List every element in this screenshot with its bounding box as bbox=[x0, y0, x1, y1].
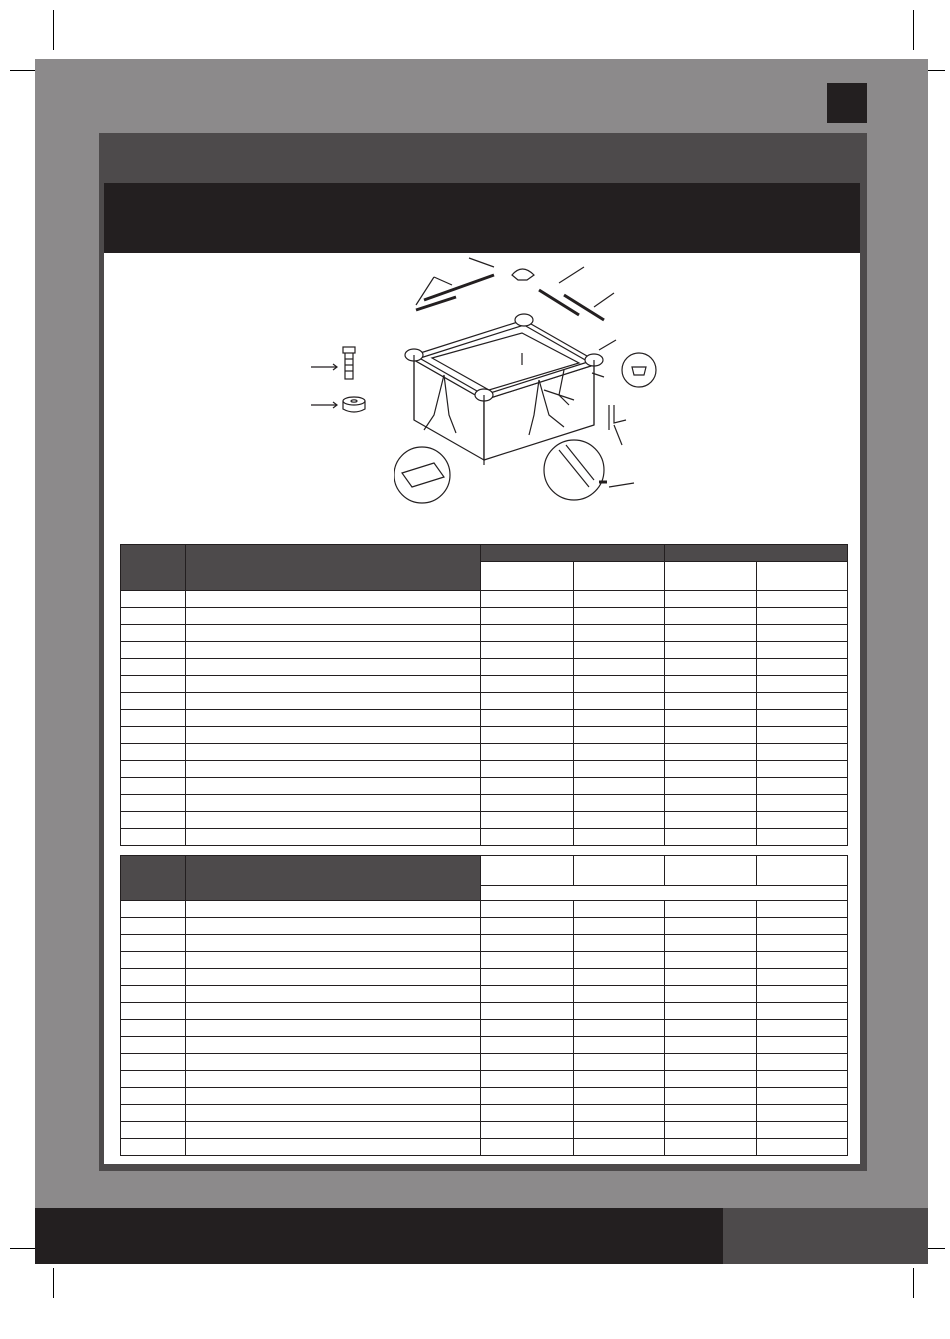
table-cell bbox=[573, 812, 664, 829]
table-cell bbox=[664, 986, 756, 1003]
table-row bbox=[121, 1122, 848, 1139]
table-cell bbox=[186, 812, 481, 829]
table-cell bbox=[186, 778, 481, 795]
table-header-description bbox=[186, 545, 481, 591]
content-inner bbox=[104, 183, 860, 1164]
table-cell bbox=[186, 829, 481, 846]
table-cell bbox=[481, 1105, 573, 1122]
table-cell bbox=[664, 1071, 756, 1088]
table-cell bbox=[573, 608, 664, 625]
table-cell bbox=[664, 1037, 756, 1054]
table-cell bbox=[481, 608, 573, 625]
table-cell bbox=[664, 727, 756, 744]
table-cell bbox=[756, 812, 847, 829]
table-cell bbox=[186, 1020, 481, 1037]
table-cell bbox=[481, 1037, 573, 1054]
table-cell bbox=[573, 901, 664, 918]
table-cell bbox=[186, 676, 481, 693]
table-row bbox=[121, 1105, 848, 1122]
table-cell bbox=[186, 744, 481, 761]
table-subheader bbox=[481, 856, 573, 886]
table-cell bbox=[481, 761, 573, 778]
table-cell bbox=[481, 1139, 573, 1156]
table-cell bbox=[573, 1122, 664, 1139]
table-row bbox=[121, 693, 848, 710]
table-cell bbox=[121, 1054, 186, 1071]
table-cell bbox=[121, 1105, 186, 1122]
table-cell bbox=[186, 1037, 481, 1054]
table-cell bbox=[756, 642, 847, 659]
table-cell bbox=[573, 1088, 664, 1105]
table-cell bbox=[573, 744, 664, 761]
table-cell bbox=[756, 935, 847, 952]
table-cell bbox=[121, 795, 186, 812]
table-subheader bbox=[573, 856, 664, 886]
table-cell bbox=[664, 761, 756, 778]
table-cell bbox=[573, 829, 664, 846]
table-header-description bbox=[186, 856, 481, 901]
table-cell bbox=[186, 693, 481, 710]
table-cell bbox=[756, 608, 847, 625]
washer-icon bbox=[309, 393, 369, 418]
table-cell bbox=[756, 1071, 847, 1088]
table-subheader bbox=[573, 562, 664, 591]
table-cell bbox=[573, 935, 664, 952]
table-cell bbox=[481, 1071, 573, 1088]
table-cell bbox=[481, 778, 573, 795]
table-row bbox=[121, 676, 848, 693]
table-cell bbox=[481, 1003, 573, 1020]
table-cell bbox=[121, 901, 186, 918]
table-cell bbox=[481, 744, 573, 761]
table-cell bbox=[573, 761, 664, 778]
table-cell bbox=[664, 710, 756, 727]
table-cell bbox=[481, 727, 573, 744]
table-cell bbox=[186, 1054, 481, 1071]
table-row bbox=[121, 591, 848, 608]
table-cell bbox=[481, 901, 573, 918]
table-cell bbox=[481, 710, 573, 727]
table-cell bbox=[756, 1139, 847, 1156]
table-cell bbox=[481, 795, 573, 812]
table-cell bbox=[756, 1122, 847, 1139]
footer-tab bbox=[723, 1208, 928, 1264]
table-header-ref bbox=[121, 545, 186, 591]
table-cell bbox=[573, 986, 664, 1003]
table-subheader-band bbox=[481, 885, 848, 900]
table-subheader bbox=[756, 856, 847, 886]
table-cell bbox=[756, 1020, 847, 1037]
table-cell bbox=[573, 676, 664, 693]
table-cell bbox=[664, 625, 756, 642]
table-cell bbox=[186, 727, 481, 744]
table-cell bbox=[756, 693, 847, 710]
page-number-box bbox=[827, 83, 867, 123]
table-cell bbox=[573, 659, 664, 676]
table-cell bbox=[481, 952, 573, 969]
table-cell bbox=[121, 761, 186, 778]
table-cell bbox=[121, 659, 186, 676]
table-row bbox=[121, 642, 848, 659]
table-cell bbox=[664, 918, 756, 935]
table-cell bbox=[756, 1088, 847, 1105]
table-cell bbox=[664, 1020, 756, 1037]
table-cell bbox=[121, 608, 186, 625]
table-row bbox=[121, 744, 848, 761]
table-cell bbox=[121, 1071, 186, 1088]
table-cell bbox=[664, 642, 756, 659]
table-row bbox=[121, 969, 848, 986]
table-row bbox=[121, 952, 848, 969]
table-row bbox=[121, 778, 848, 795]
table-cell bbox=[756, 744, 847, 761]
table-cell bbox=[186, 986, 481, 1003]
table-cell bbox=[121, 1020, 186, 1037]
table-cell bbox=[481, 1088, 573, 1105]
table-cell bbox=[481, 625, 573, 642]
table-cell bbox=[664, 829, 756, 846]
crop-mark bbox=[53, 10, 54, 50]
table-subheader bbox=[481, 562, 573, 591]
table-cell bbox=[121, 1139, 186, 1156]
table-row bbox=[121, 918, 848, 935]
crop-mark bbox=[53, 1268, 54, 1298]
table-cell bbox=[664, 935, 756, 952]
pool-frame-diagram-icon bbox=[394, 255, 684, 525]
table-header-group bbox=[481, 545, 664, 562]
crop-mark bbox=[913, 10, 914, 50]
table-cell bbox=[121, 710, 186, 727]
table-cell bbox=[481, 969, 573, 986]
table-cell bbox=[573, 918, 664, 935]
table-cell bbox=[121, 969, 186, 986]
table-cell bbox=[756, 778, 847, 795]
table-cell bbox=[756, 795, 847, 812]
table-cell bbox=[664, 812, 756, 829]
table-cell bbox=[481, 642, 573, 659]
parts-table-2 bbox=[120, 855, 848, 1156]
table-cell bbox=[121, 625, 186, 642]
table-cell bbox=[481, 918, 573, 935]
table-cell bbox=[186, 935, 481, 952]
section-header bbox=[99, 133, 867, 183]
table-cell bbox=[121, 1037, 186, 1054]
table-row bbox=[121, 625, 848, 642]
table-cell bbox=[664, 1139, 756, 1156]
table-row bbox=[121, 659, 848, 676]
table-cell bbox=[121, 1122, 186, 1139]
table-cell bbox=[664, 1003, 756, 1020]
table-cell bbox=[756, 676, 847, 693]
table-header-group bbox=[664, 545, 847, 562]
table-cell bbox=[756, 710, 847, 727]
table-cell bbox=[121, 778, 186, 795]
table-row bbox=[121, 608, 848, 625]
table-cell bbox=[121, 591, 186, 608]
table-cell bbox=[664, 1122, 756, 1139]
table-cell bbox=[573, 1071, 664, 1088]
table-cell bbox=[756, 901, 847, 918]
table-cell bbox=[121, 1088, 186, 1105]
table-row bbox=[121, 1003, 848, 1020]
table-cell bbox=[121, 812, 186, 829]
table-cell bbox=[186, 918, 481, 935]
table-cell bbox=[481, 829, 573, 846]
table-cell bbox=[664, 901, 756, 918]
table-cell bbox=[664, 969, 756, 986]
table-cell bbox=[573, 710, 664, 727]
table-row bbox=[121, 761, 848, 778]
table-cell bbox=[121, 727, 186, 744]
table-cell bbox=[186, 1105, 481, 1122]
table-cell bbox=[186, 1139, 481, 1156]
table-cell bbox=[186, 1122, 481, 1139]
table-cell bbox=[481, 1054, 573, 1071]
table-row bbox=[121, 1071, 848, 1088]
table-cell bbox=[664, 608, 756, 625]
table-cell bbox=[573, 625, 664, 642]
table-cell bbox=[186, 969, 481, 986]
table-cell bbox=[664, 693, 756, 710]
table-cell bbox=[756, 829, 847, 846]
table-subheader bbox=[756, 562, 847, 591]
title-band bbox=[104, 183, 860, 253]
table-cell bbox=[481, 935, 573, 952]
table-cell bbox=[121, 986, 186, 1003]
table-cell bbox=[573, 591, 664, 608]
table-row bbox=[121, 1139, 848, 1156]
table-cell bbox=[481, 986, 573, 1003]
table-cell bbox=[186, 795, 481, 812]
table-cell bbox=[664, 778, 756, 795]
table-cell bbox=[664, 744, 756, 761]
table-cell bbox=[573, 693, 664, 710]
table-row bbox=[121, 829, 848, 846]
table-cell bbox=[573, 1020, 664, 1037]
table-cell bbox=[756, 1054, 847, 1071]
table-cell bbox=[186, 1088, 481, 1105]
table-cell bbox=[121, 744, 186, 761]
valve-connector-icon bbox=[309, 343, 369, 383]
table-cell bbox=[186, 642, 481, 659]
table-cell bbox=[664, 676, 756, 693]
table-cell bbox=[756, 591, 847, 608]
table-cell bbox=[186, 1003, 481, 1020]
table-cell bbox=[121, 935, 186, 952]
table-header-ref bbox=[121, 856, 186, 901]
table-cell bbox=[186, 591, 481, 608]
footer-bar bbox=[35, 1208, 723, 1264]
table-cell bbox=[756, 986, 847, 1003]
table-cell bbox=[186, 608, 481, 625]
content-panel bbox=[99, 183, 867, 1171]
table-row bbox=[121, 812, 848, 829]
table-cell bbox=[664, 1105, 756, 1122]
table-cell bbox=[756, 761, 847, 778]
table-cell bbox=[756, 918, 847, 935]
table-cell bbox=[481, 591, 573, 608]
table-row bbox=[121, 727, 848, 744]
table-cell bbox=[573, 1105, 664, 1122]
table-cell bbox=[664, 952, 756, 969]
table-row bbox=[121, 1020, 848, 1037]
table-row bbox=[121, 795, 848, 812]
table-cell bbox=[573, 778, 664, 795]
table-cell bbox=[121, 642, 186, 659]
table-cell bbox=[481, 1020, 573, 1037]
table-cell bbox=[664, 591, 756, 608]
table-cell bbox=[664, 1054, 756, 1071]
table-cell bbox=[756, 952, 847, 969]
table-cell bbox=[573, 1054, 664, 1071]
table-cell bbox=[756, 1003, 847, 1020]
table-cell bbox=[186, 659, 481, 676]
table-cell bbox=[756, 1037, 847, 1054]
table-cell bbox=[186, 901, 481, 918]
table-cell bbox=[481, 812, 573, 829]
table-subheader bbox=[664, 562, 756, 591]
table-row bbox=[121, 710, 848, 727]
table-cell bbox=[573, 1003, 664, 1020]
table-cell bbox=[573, 795, 664, 812]
table-cell bbox=[664, 659, 756, 676]
table-cell bbox=[756, 969, 847, 986]
crop-mark bbox=[913, 1268, 914, 1298]
table-cell bbox=[756, 659, 847, 676]
table-cell bbox=[573, 1037, 664, 1054]
table-cell bbox=[186, 761, 481, 778]
table-cell bbox=[481, 676, 573, 693]
table-cell bbox=[573, 1139, 664, 1156]
table-cell bbox=[186, 625, 481, 642]
table-cell bbox=[481, 659, 573, 676]
table-cell bbox=[756, 727, 847, 744]
table-row bbox=[121, 1054, 848, 1071]
table-row bbox=[121, 935, 848, 952]
table-cell bbox=[121, 829, 186, 846]
table-cell bbox=[121, 1003, 186, 1020]
table-row bbox=[121, 1037, 848, 1054]
table-cell bbox=[756, 1105, 847, 1122]
table-row bbox=[121, 986, 848, 1003]
table-subheader bbox=[664, 856, 756, 886]
table-cell bbox=[121, 693, 186, 710]
table-cell bbox=[121, 952, 186, 969]
table-cell bbox=[121, 918, 186, 935]
table-cell bbox=[573, 952, 664, 969]
table-cell bbox=[186, 1071, 481, 1088]
table-cell bbox=[481, 1122, 573, 1139]
table-cell bbox=[664, 1088, 756, 1105]
table-cell bbox=[573, 727, 664, 744]
table-cell bbox=[573, 642, 664, 659]
table-cell bbox=[664, 795, 756, 812]
table-cell bbox=[756, 625, 847, 642]
table-row bbox=[121, 901, 848, 918]
table-cell bbox=[573, 969, 664, 986]
table-row bbox=[121, 1088, 848, 1105]
table-cell bbox=[186, 952, 481, 969]
table-cell bbox=[186, 710, 481, 727]
table-cell bbox=[121, 676, 186, 693]
table-cell bbox=[481, 693, 573, 710]
parts-table-1 bbox=[120, 544, 848, 846]
